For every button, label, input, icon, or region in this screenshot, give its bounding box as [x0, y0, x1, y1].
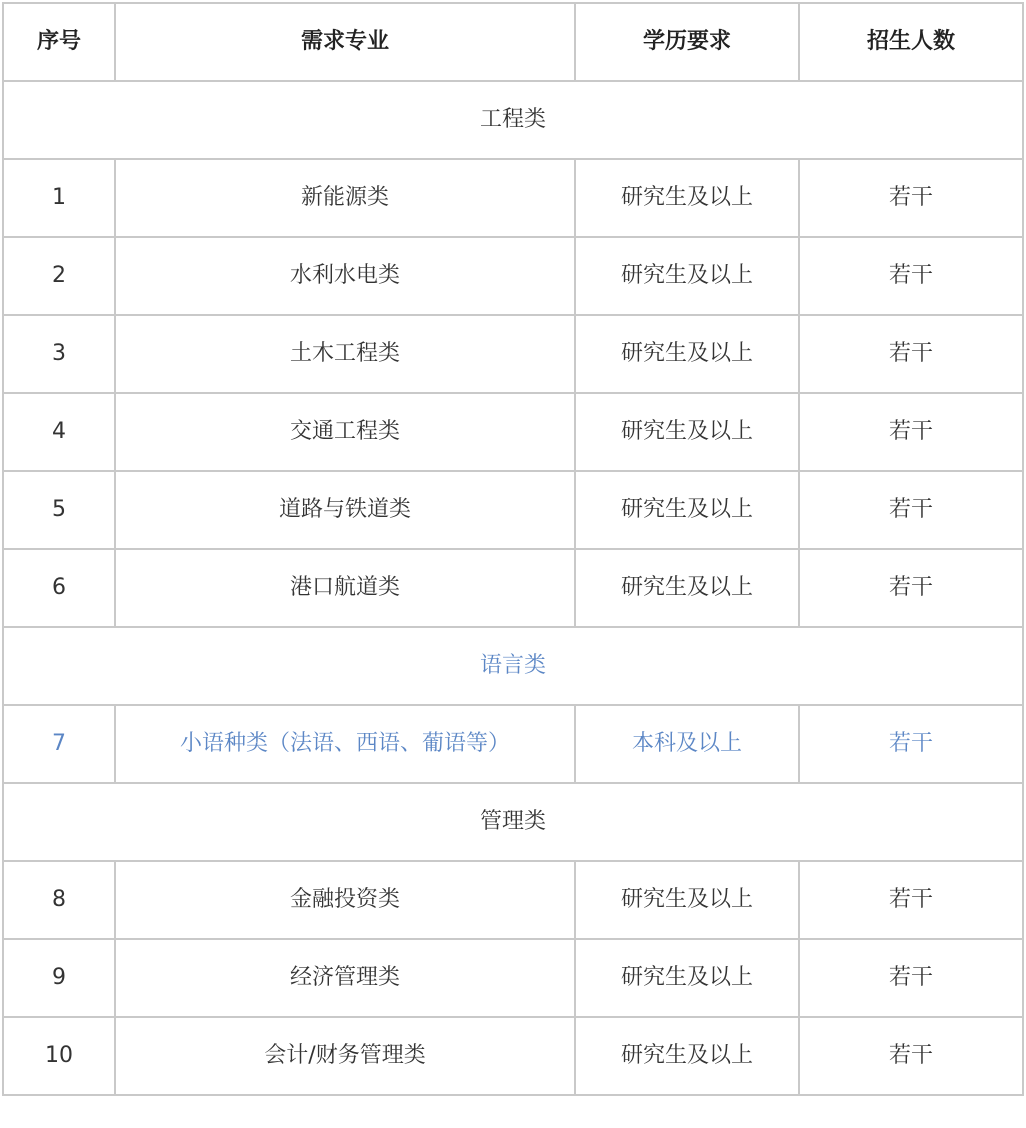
cell-count: 若干 — [799, 1017, 1023, 1095]
table-row — [3, 1017, 1023, 1095]
cell-index: 1 — [3, 159, 115, 237]
cell-count: 若干 — [799, 705, 1023, 783]
table-row — [3, 705, 1023, 783]
cell-major: 新能源类 — [115, 159, 575, 237]
group-title: 管理类 — [3, 783, 1023, 861]
header-major: 需求专业 — [115, 3, 575, 81]
cell-education: 研究生及以上 — [575, 861, 799, 939]
table-row — [3, 471, 1023, 549]
cell-count: 若干 — [799, 393, 1023, 471]
cell-count: 若干 — [799, 237, 1023, 315]
header-count: 招生人数 — [799, 3, 1023, 81]
group-title: 语言类 — [3, 627, 1023, 705]
cell-education: 研究生及以上 — [575, 159, 799, 237]
cell-education: 研究生及以上 — [575, 549, 799, 627]
cell-education: 研究生及以上 — [575, 471, 799, 549]
header-education: 学历要求 — [575, 3, 799, 81]
table-row — [3, 939, 1023, 1017]
cell-count: 若干 — [799, 471, 1023, 549]
group-row — [3, 81, 1023, 159]
cell-count: 若干 — [799, 861, 1023, 939]
table-row — [3, 549, 1023, 627]
cell-major: 经济管理类 — [115, 939, 575, 1017]
cell-major: 道路与铁道类 — [115, 471, 575, 549]
cell-major: 港口航道类 — [115, 549, 575, 627]
cell-index: 8 — [3, 861, 115, 939]
cell-major: 土木工程类 — [115, 315, 575, 393]
cell-count: 若干 — [799, 315, 1023, 393]
table-row — [3, 315, 1023, 393]
cell-major: 小语种类（法语、西语、葡语等） — [115, 705, 575, 783]
table-row — [3, 861, 1023, 939]
cell-index: 4 — [3, 393, 115, 471]
cell-index: 6 — [3, 549, 115, 627]
group-title: 工程类 — [3, 81, 1023, 159]
header-row — [3, 3, 1023, 81]
table-row — [3, 393, 1023, 471]
table-body — [3, 81, 1023, 1095]
cell-major: 水利水电类 — [115, 237, 575, 315]
cell-major: 交通工程类 — [115, 393, 575, 471]
cell-index: 10 — [3, 1017, 115, 1095]
cell-index: 9 — [3, 939, 115, 1017]
cell-major: 金融投资类 — [115, 861, 575, 939]
cell-education: 研究生及以上 — [575, 237, 799, 315]
cell-count: 若干 — [799, 159, 1023, 237]
recruitment-table — [2, 2, 1024, 1096]
cell-index: 7 — [3, 705, 115, 783]
cell-index: 5 — [3, 471, 115, 549]
cell-education: 本科及以上 — [575, 705, 799, 783]
table-row — [3, 237, 1023, 315]
group-row — [3, 783, 1023, 861]
cell-index: 2 — [3, 237, 115, 315]
cell-index: 3 — [3, 315, 115, 393]
group-row — [3, 627, 1023, 705]
cell-education: 研究生及以上 — [575, 315, 799, 393]
cell-count: 若干 — [799, 939, 1023, 1017]
cell-major: 会计/财务管理类 — [115, 1017, 575, 1095]
cell-count: 若干 — [799, 549, 1023, 627]
cell-education: 研究生及以上 — [575, 393, 799, 471]
cell-education: 研究生及以上 — [575, 1017, 799, 1095]
table-row — [3, 159, 1023, 237]
header-index: 序号 — [3, 3, 115, 81]
cell-education: 研究生及以上 — [575, 939, 799, 1017]
